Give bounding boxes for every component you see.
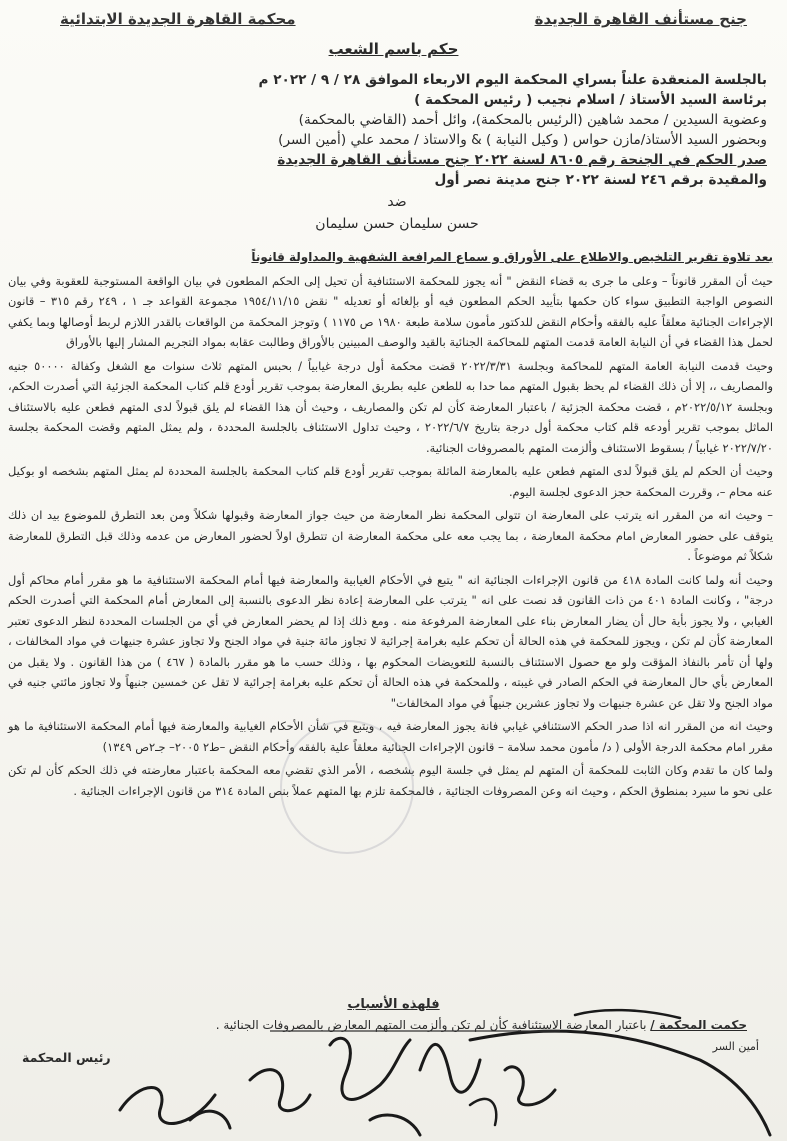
president-label: رئيس المحكمة: [22, 1050, 111, 1065]
signature-stroke: [370, 1115, 420, 1135]
presiding-judge-line: برئاسة السيد الأستاذ / اسلام نجيب ( رئيس المحكمة ): [414, 92, 767, 108]
faded-stamp: [280, 720, 414, 854]
body-paragraph: وحيث أنه ولما كانت المادة ٤١٨ من قانون الإجراءات الجنائية انه " يتبع في الأحكام الغيابية والمعارضة فيها أمام المحكمة الاستئنافية ما هو مقرر أمام محاكم أول درجة" ، وكانت المادة ٤٠١ من ذات القانون قد نصت على انه " يترتب على المعارضة إعادة نظر الدعوى بالنسبة إلى المعارض أمام المحكمة التي أصدرت الحكم الغيابي ، ولا يجوز بأية حال أن يضار المعارض بناء على المعارضة المرفوعة منه . ومع ذلك إذا لم يحضر المعارض في أي من الجلسات المحددة لنظر الدعوى تعتبر المعارضة كأن لم تكن ، ويجوز للمحكمة في هذه الحالة أن تحكم عليه بغرامة إجرائية لا تجاوز مائة جنية في مواد الجنح ولا تجاوز عشرة جنيهات في مواد المخالفات ، ولها أن تأمر بالنفاذ المؤقت ولو مع حصول الاستئناف بالنسبة للتعويضات المحكوم بها ، وذلك حسب ما هو مقرر بالمادة ( ٤٦٧ ) من هذا القانون . ولا يقبل من المعارض بأي حال المعارضة في الحكم الصادر في غيبته ، وللمحكمة في هذه الحالة أن تحكم عليه بغرامة إجرائية لا تقل عن خمسين جنيهاً ولا تجاوز مائتي جنيه في مواد الجنح ولا تقل عن عشرة جنيهات ولا تجاوز عشرين جنيهاً في مواد المخالفات": [8, 572, 774, 710]
signature-stroke: [190, 1111, 230, 1128]
case-number-line: صدر الحكم في الجنحة رقم ٨٦٠٥ لسنة ٢٠٢٢ جنح مستأنف القاهرة الجديدة: [277, 152, 767, 168]
signature-stroke: [420, 1044, 480, 1092]
defendant-name: حسن سليمان حسن سليمان: [315, 216, 479, 232]
court-name-header: محكمة القاهرة الجديدة الابتدائية: [60, 10, 296, 28]
judgment-body: [8, 247, 773, 804]
signature-stroke: [250, 1070, 310, 1111]
body-paragraph: – وحيث انه من المقرر انه يترتب على المعارضة ان تتولى المحكمة نظر المعارضة من حيث جواز المعارضة وقبولها شكلاً ومن بعد التطرق للموضوع بيد ان ذلك يتوقف على حضور المعارض امام محكمة المعارضة ، بما يجب معه على محكمة المعارضة ان تتطرق اولاً لحضور المعارض من عدمه وذلك قبل التطرق للمعارضة شكلاً ثم موضوعاً .: [8, 508, 773, 563]
body-intro: بعد تلاوة تقرير التلخيص والاطلاع على الأوراق و سماع المرافعة الشفهية والمداولة قانوناً: [251, 250, 773, 264]
reasons-title: فلهذه الأسباب: [347, 997, 440, 1012]
registered-number-line: والمقيدة برقم ٢٤٦ لسنة ٢٠٢٢ جنح مدينة نصر أول: [434, 172, 767, 188]
preamble: [27, 70, 767, 234]
signature-stroke: [505, 1067, 555, 1105]
secretary-label: أمين السر: [712, 1040, 759, 1053]
session-line: بالجلسة المنعقدة علناً بسراي المحكمة اليوم الاربعاء الموافق ٢٨ / ٩ / ٢٠٢٢ م: [258, 72, 767, 88]
ruling: [27, 1016, 747, 1035]
members-line: وعضوية السيدين / محمد شاهين (الرئيس بالمحكمة)، وائل أحمد (القاضي بالمحكمة): [298, 112, 767, 128]
ruling-text: باعتبار المعارضة الاستئنافية كأن لم تكن وألزمت المتهم المعارض بالمصروفات الجنائية .: [215, 1018, 651, 1032]
case-type-header: جنح مستأنف القاهرة الجديدة: [534, 10, 747, 28]
body-paragraph: وحيث قدمت النيابة العامة المتهم للمحاكمة وبجلسة ٢٠٢٢/٣/٣١ قضت محكمة أول درجة غيابياً / بحبس المتهم ثلاث سنوات مع الشغل وكفالة ٥٠٠٠٠ جنيه والمصاريف ،، إلا أن ذلك القضاء لم يحظ بقبول المتهم مما حدا به للطعن عليه بطريق المعارضة بموجب تقرير أودع قلم كتاب المحكمة الجزئية التي أصدرت الحكم، وبجلسة ٢٠٢٢/٥/١٢م ، قضت محكمة الجزئية / باعتبار المعارضة كأن لم تكن والمصاريف ، وحيث أن هذا القضاء لم يلق قبولاً لدى المتهم فطعن عليه بالاستئناف الماثل بموجب تقرير أودعه قلم كتاب محكمة أول درجة بتاريخ ٢٠٢٢/٦/٧ ، وحيث تداول الاستئناف بالجلسة المحددة ، ولم يمثل المتهم وقضت المحكمة بجلسة ٢٠٢٢/٧/٢٠ غيابياً / بسقوط الاستئناف وألزمت المتهم بالمصروفات الجنائية.: [8, 358, 774, 455]
body-paragraph: وحيث انه من المقرر انه اذا صدر الحكم الاستئنافي غيابي فانة يجوز المعارضة فيه ، ويتبع في شأن الأحكام الغيابية والمعارضة فيها أمام المحكمة الاستئنافية ما هو مقرر امام محكمة الدرجة الأولى ( د/ مأمون محمد سلامة – قانون الإجراءات الجنائية معلقاً علية بالفقه وأحكام النقض –ط٢ ٢٠٠٥– جـ٢ص ١٣٤٩): [8, 719, 773, 754]
body-paragraph: وحيث أن الحكم لم يلق قبولاً لدى المتهم فطعن عليه بالمعارضة الماثلة بموجب تقرير أودع قلم كتاب المحكمة بالجلسة المحددة لم يمثل المتهم بشخصه او بوكيل عنه محام –، وقررت المحكمة حجز الدعوى لجلسة اليوم.: [8, 464, 773, 499]
signature-stroke: [470, 1099, 496, 1125]
against-label: ضد: [387, 194, 407, 210]
body-paragraph: ولما كان ما تقدم وكان الثابت للمحكمة أن المتهم لم يمثل في جلسة اليوم بشخصه ، الأمر الذي تقضي معه المحكمة باعتبار معارضته في ذلك الحكم كأن لم تكن على نحو ما سيرد بمنطوق الحكم ، وحيث انه وعن المصروفات الجنائية ، فالمحكمة تلزم بها المتهم عملاً بنص المادة ٣١٤ من قانون الإجراءات الجنائية .: [8, 763, 773, 798]
attendance-line: وبحضور السيد الأستاذ/مازن حواس ( وكيل النيابة ) & والاستاذ / محمد علي (أمين السر): [278, 132, 767, 148]
signature-stroke: [330, 1038, 410, 1099]
body-paragraph: حيث أن المقرر قانوناً – وعلى ما جرى به قضاء النقض " أنه يجوز للمحكمة الاستئنافية أن تحيل إلى الحكم المطعون في بيان الواقعة المستوجبة للعقوبة وفي بيان النصوص الواجبة التطبيق سواء كان حكمها بتأييد الحكم المطعون فيه أو بإلغائه أو تعديله " نقض ١٩٥٤/١١/١٥ مجموعة القواعد جـ ١ ، ٢٤٩ رقم ٣١٥ – قانون الإجراءات الجنائية معلقاً عليه بالفقه وأحكام النقض للدكتور مأمون سلامة طبعة ١٩٨٠ ص ١١٧٥ ) وتوجز المحكمة من الواقعات بالقدر اللازم لربط أوصالها وبما يكفي لحمل هذا القضاء في أن النيابة العامة قدمت المتهم للمحاكمة الجنائية بالقيد والوصف المبينين بالأوراق وطالبت عقابه بمواد التجريم المشار إليها بالأوراق: [8, 273, 773, 349]
verdict-title: حكم باسم الشعب: [328, 40, 459, 58]
ruling-prefix: حكمت المحكمة /: [650, 1018, 747, 1032]
signature-stroke: [120, 1088, 215, 1124]
